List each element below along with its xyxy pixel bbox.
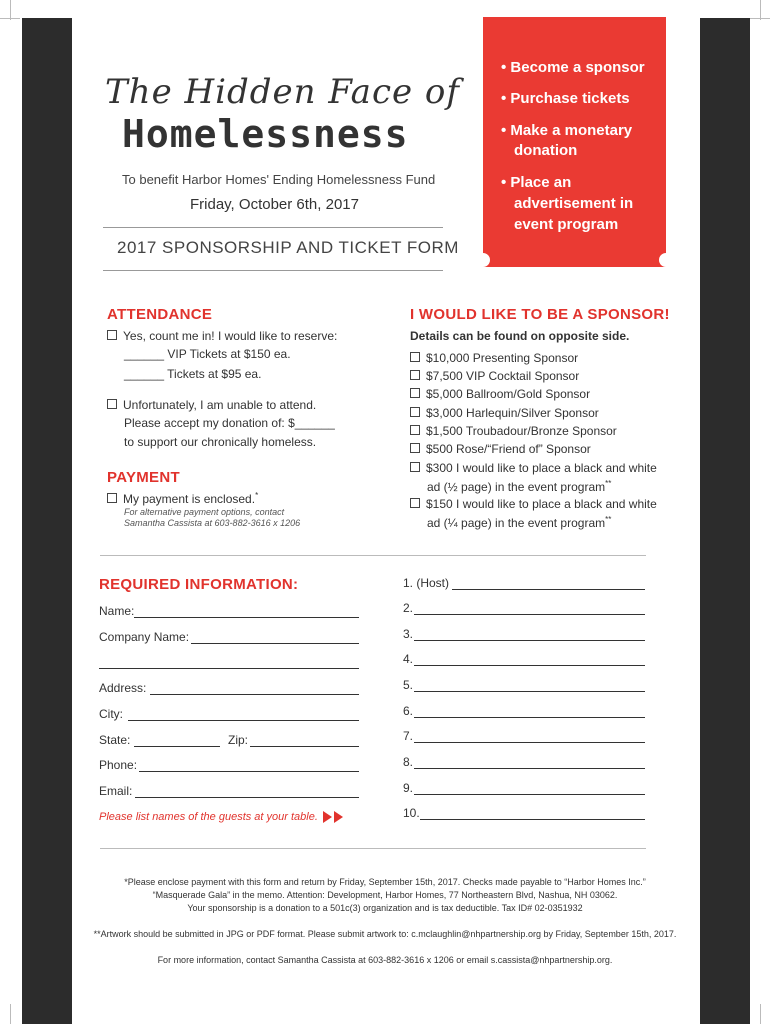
guests-note: Please list names of the guests at your table. — [99, 811, 343, 823]
sponsor-option-ad-half-cont: ad (½ page) in the event program** — [427, 479, 612, 494]
event-date: Friday, October 6th, 2017 — [190, 196, 359, 213]
left-border-bar — [22, 18, 72, 1024]
checkbox-icon[interactable] — [410, 462, 420, 472]
state-label: State: — [99, 733, 131, 747]
crop-mark — [10, 1004, 11, 1024]
required-heading: REQUIRED INFORMATION: — [99, 576, 299, 593]
guest-field[interactable] — [420, 819, 645, 820]
checkbox-icon[interactable] — [410, 352, 420, 362]
crop-mark — [760, 1004, 761, 1024]
checkbox-icon[interactable] — [410, 370, 420, 380]
guest-field[interactable] — [414, 665, 645, 666]
email-label: Email: — [99, 784, 133, 798]
checkbox-icon[interactable] — [410, 443, 420, 453]
guest-field[interactable] — [414, 717, 645, 718]
guest-label: 4. — [403, 652, 414, 666]
callout-item: • Purchase tickets — [501, 90, 630, 107]
callout-item: • Make a monetary — [501, 122, 633, 139]
email-field[interactable] — [135, 797, 359, 798]
company-field-line2[interactable] — [99, 668, 359, 669]
payment-heading: PAYMENT — [107, 469, 180, 486]
sponsor-option[interactable]: $1,500 Troubadour/Bronze Sponsor — [410, 424, 617, 438]
sponsor-details: Details can be found on opposite side. — [410, 329, 630, 343]
form-title: 2017 SPONSORSHIP AND TICKET FORM — [117, 238, 459, 257]
sponsor-option-ad-quarter-cont: ad (¼ page) in the event program** — [427, 515, 612, 530]
checkbox-icon[interactable] — [410, 498, 420, 508]
city-field[interactable] — [128, 720, 359, 721]
guest-label: 5. — [403, 678, 414, 692]
guest-field[interactable] — [414, 742, 645, 743]
callout-item: donation — [514, 142, 578, 159]
sponsor-option-ad-quarter[interactable]: $150 I would like to place a black and white — [410, 497, 657, 511]
sponsor-option-ad-half[interactable]: $300 I would like to place a black and white — [410, 461, 657, 475]
checkbox-icon[interactable] — [107, 399, 117, 409]
sponsor-heading: I WOULD LIKE TO BE A SPONSOR! — [410, 306, 670, 323]
guest-label: 6. — [403, 704, 414, 718]
payment-note: Samantha Cassista at 603-882-3616 x 1206 — [124, 518, 301, 528]
name-label: Name: — [99, 604, 135, 618]
guest-label: 1. (Host) — [403, 576, 450, 590]
callout-item: event program — [514, 216, 619, 233]
guest-field[interactable] — [452, 589, 645, 590]
sponsor-option[interactable]: $5,000 Ballroom/Gold Sponsor — [410, 387, 590, 401]
crop-mark — [0, 18, 20, 19]
checkbox-icon[interactable] — [107, 493, 117, 503]
city-label: City: — [99, 707, 123, 721]
support-line: to support our chronically homeless. — [124, 435, 317, 449]
company-label: Company Name: — [99, 630, 190, 644]
right-border-bar — [700, 18, 750, 1024]
benefit-line: To benefit Harbor Homes' Ending Homelessness Fund — [122, 172, 436, 187]
vip-tickets-line[interactable]: ______ VIP Tickets at $150 ea. — [124, 347, 291, 361]
ticket-notch — [659, 253, 673, 267]
checkbox-icon[interactable] — [410, 388, 420, 398]
payment-enclosed-option[interactable]: My payment is enclosed.* — [107, 491, 258, 506]
state-field[interactable] — [134, 746, 220, 747]
checkbox-icon[interactable] — [107, 330, 117, 340]
donation-line[interactable]: Please accept my donation of: $______ — [124, 416, 335, 430]
checkbox-icon[interactable] — [410, 407, 420, 417]
divider — [103, 227, 443, 228]
footer-artwork-note: **Artwork should be submitted in JPG or PDF format. Please submit artwork to: c.mclaughlin@nhpartnership.org by Friday, September 15th, 2017. — [93, 929, 677, 939]
ticket-notch — [476, 253, 490, 267]
sponsor-option[interactable]: $3,000 Harlequin/Silver Sponsor — [410, 406, 599, 420]
main-title: Homelessness — [122, 112, 409, 156]
guest-label: 3. — [403, 627, 414, 641]
name-field[interactable] — [134, 617, 359, 618]
payment-note: For alternative payment options, contact — [124, 507, 285, 517]
arrow-right-icon — [323, 811, 332, 823]
arrow-right-icon — [334, 811, 343, 823]
callout-item: • Become a sponsor — [501, 59, 645, 76]
guest-label: 10. — [403, 806, 420, 820]
unable-option[interactable]: Unfortunately, I am unable to attend. — [107, 398, 316, 412]
crop-mark — [750, 18, 770, 19]
sponsor-option[interactable]: $10,000 Presenting Sponsor — [410, 351, 578, 365]
script-title: The Hidden Face of — [105, 72, 460, 112]
sponsor-option[interactable]: $7,500 VIP Cocktail Sponsor — [410, 369, 579, 383]
sponsor-option[interactable]: $500 Rose/“Friend of” Sponsor — [410, 442, 591, 456]
zip-label: Zip: — [228, 733, 249, 747]
company-field[interactable] — [191, 643, 359, 644]
guest-field[interactable] — [414, 691, 645, 692]
phone-field[interactable] — [139, 771, 359, 772]
crop-mark — [10, 0, 11, 20]
guest-label: 2. — [403, 601, 414, 615]
callout-item: • Place an — [501, 174, 572, 191]
guest-field[interactable] — [414, 640, 645, 641]
footer-contact-note: For more information, contact Samantha Cassista at 603-882-3616 x 1206 or email s.cassista@nhpartnership.org. — [157, 955, 613, 965]
attendance-heading: ATTENDANCE — [107, 306, 213, 323]
divider — [103, 270, 443, 271]
guest-label: 8. — [403, 755, 414, 769]
guest-label: 9. — [403, 781, 414, 795]
tickets-line[interactable]: ______ Tickets at $95 ea. — [124, 367, 262, 381]
callout-box — [483, 17, 666, 267]
section-divider — [100, 555, 646, 556]
crop-mark — [760, 0, 761, 20]
guest-field[interactable] — [414, 768, 645, 769]
guest-field[interactable] — [414, 614, 645, 615]
reserve-option[interactable]: Yes, count me in! I would like to reserve: — [107, 329, 337, 343]
checkbox-icon[interactable] — [410, 425, 420, 435]
guest-field[interactable] — [414, 794, 645, 795]
section-divider — [100, 848, 646, 849]
address-label: Address: — [99, 681, 147, 695]
address-field[interactable] — [150, 694, 359, 695]
phone-label: Phone: — [99, 758, 138, 772]
footer-payment-note: *Please enclose payment with this form and return by Friday, September 15th, 2017. Checks made payable to “Harbor Homes Inc.” “Masquerade Gala” in the memo. Attention: Development, Harbor Homes, 77 Northeastern Blvd, Nashua, NH 03062. Your sponsorship is a donation to a 501c(3) organization and is tax deductible. Tax ID# 02-0351932 — [124, 877, 646, 913]
callout-item: advertisement in — [514, 195, 634, 212]
guest-label: 7. — [403, 729, 414, 743]
zip-field[interactable] — [250, 746, 359, 747]
